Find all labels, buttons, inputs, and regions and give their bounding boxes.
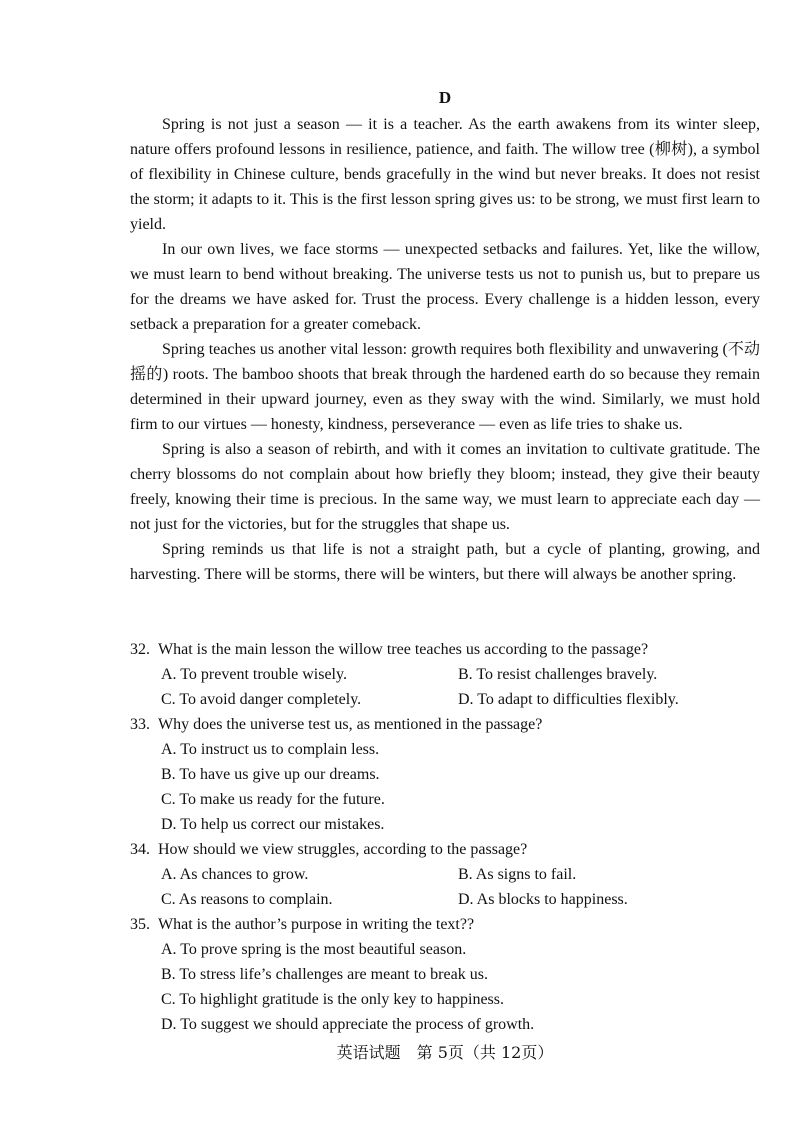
option-b: B. As signs to fail. [458,866,577,883]
question-number: 33. [130,716,150,733]
question-stem [130,912,770,937]
option-a: A. As chances to grow. [161,866,309,883]
question-34 [130,837,770,912]
passage-paragraph: Spring is also a season of rebirth, and with it comes an invitation to cultivate gratitude. The cherry blossoms do not complain about how briefly they bloom; instead, they give their beauty freely, knowing their time is precious. In the same way, we must learn to appreciate each day — not just for the victories, but for the struggles that shape us. [130,441,760,533]
option-d: D. To suggest we should appreciate the process of growth. [161,1016,535,1033]
option-b: B. To resist challenges bravely. [458,666,658,683]
question-35 [130,912,770,1037]
question-32 [130,637,770,712]
option-b: B. To stress life’s challenges are meant to break us. [161,966,488,983]
answer-options [130,937,770,1037]
reading-passage [130,112,760,587]
option-a: A. To prove spring is the most beautiful season. [161,941,467,958]
option-c: C. To make us ready for the future. [161,791,385,808]
question-text: How should we view struggles, according to the passage? [158,841,528,858]
option-a: A. To prevent trouble wisely. [161,666,347,683]
passage-paragraph: Spring is not just a season — it is a teacher. As the earth awakens from its winter sleep, nature offers profound lessons in resilience, patience, and faith. The willow tree (柳树), a symbol of flexibility in Chinese culture, bends gracefully in the wind but never breaks. It does not resist the storm; it adapts to it. This is the first lesson spring gives us: to be strong, we must first learn to yield. [130,116,760,233]
option-c: C. As reasons to complain. [161,891,333,908]
answer-options [130,662,770,712]
question-number: 34. [130,841,150,858]
option-c: C. To avoid danger completely. [161,691,362,708]
option-a: A. To instruct us to complain less. [161,741,380,758]
question-number: 35. [130,916,150,933]
question-text: What is the author’s purpose in writing the text?? [158,916,475,933]
option-d: D. As blocks to happiness. [458,891,628,908]
passage-paragraph: In our own lives, we face storms — unexpected setbacks and failures. Yet, like the willow, we must learn to bend without breaking. The universe tests us not to punish us, but to prepare us for the dreams we have asked for. Trust the process. Every challenge is a hidden lesson, every setback a preparation for a greater comeback. [130,241,760,333]
question-stem [130,837,770,862]
answer-options [130,862,770,912]
option-d: D. To adapt to difficulties flexibly. [458,691,679,708]
question-33 [130,712,770,837]
question-number: 32. [130,641,150,658]
question-text: What is the main lesson the willow tree teaches us according to the passage? [158,641,649,658]
passage-paragraph: Spring teaches us another vital lesson: growth requires both flexibility and unwavering (不动摇的) roots. The bamboo shoots that break through the hardened earth do so because they remain determined in their upward journey, even as they sway with the wind. Similarly, we must hold firm to our virtues — honesty, kindness, perseverance — even as life tries to shake us. [130,341,760,433]
passage-paragraph: Spring reminds us that life is not a straight path, but a cycle of planting, growing, and harvesting. There will be storms, there will be winters, but there will always be another spring. [130,541,760,583]
section-title: D [438,88,452,107]
question-list [130,637,770,1037]
question-stem [130,637,770,662]
question-stem [130,712,770,737]
question-text: Why does the universe test us, as mentioned in the passage? [158,716,543,733]
page-footer: 英语试题 第 5页（共 12页） [336,1043,554,1062]
option-d: D. To help us correct our mistakes. [161,816,385,833]
option-c: C. To highlight gratitude is the only key to happiness. [161,991,504,1008]
answer-options [130,737,770,837]
option-b: B. To have us give up our dreams. [161,766,380,783]
